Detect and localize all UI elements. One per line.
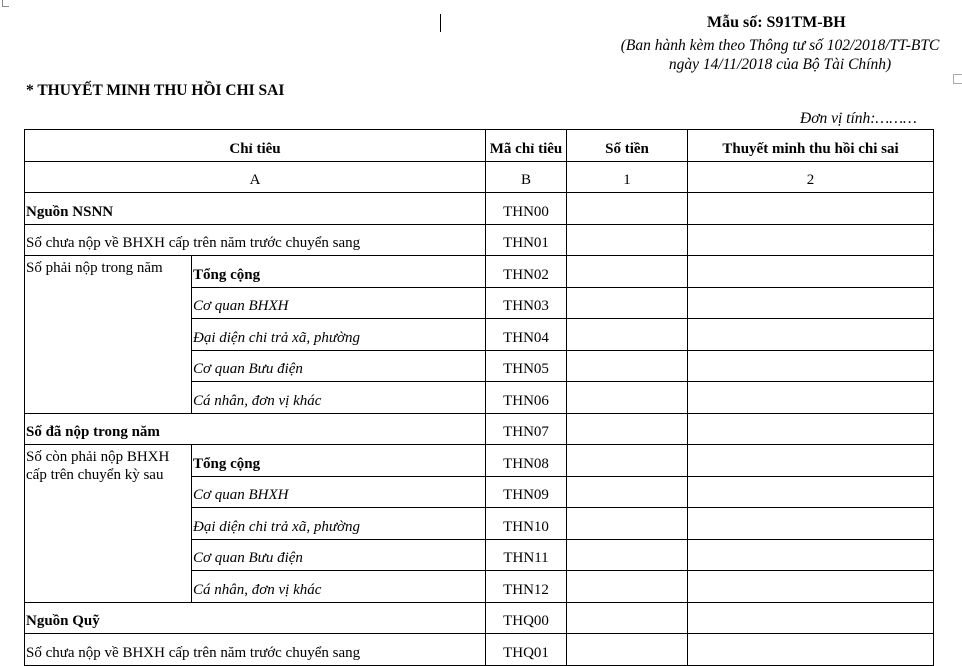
sub-item-label: Đại diện chi trả xã, phường: [192, 319, 486, 351]
header-amount: Số tiền: [567, 130, 688, 162]
explanation-cell[interactable]: [688, 602, 934, 634]
explanation-cell[interactable]: [688, 445, 934, 477]
code-cell: THN00: [486, 193, 567, 225]
indicator-label: Nguồn NSNN: [25, 193, 486, 225]
amount-cell[interactable]: [567, 602, 688, 634]
subheader-2: 2: [688, 161, 934, 193]
explanation-cell[interactable]: [688, 256, 934, 288]
sub-item-label: Tổng cộng: [192, 445, 486, 477]
unit-label: Đơn vị tính:………: [800, 110, 917, 127]
amount-cell[interactable]: [567, 224, 688, 256]
explanation-cell[interactable]: [688, 287, 934, 319]
table-row: [25, 193, 934, 225]
explanation-cell[interactable]: [688, 350, 934, 382]
sub-item-label: Đại diện chi trả xã, phường: [192, 508, 486, 540]
subheader-row: [25, 161, 934, 193]
page-corner-mark: [2, 0, 9, 7]
code-cell: THN01: [486, 224, 567, 256]
explanation-cell[interactable]: [688, 539, 934, 571]
table-row: [25, 634, 934, 666]
code-cell: THN11: [486, 539, 567, 571]
code-cell: THN06: [486, 382, 567, 414]
indicator-label: Số chưa nộp về BHXH cấp trên năm trước chuyển sang: [25, 634, 486, 666]
amount-cell[interactable]: [567, 319, 688, 351]
code-cell: THN09: [486, 476, 567, 508]
sub-item-label: Cơ quan BHXH: [192, 287, 486, 319]
recovery-table: [24, 129, 934, 666]
code-cell: THN02: [486, 256, 567, 288]
form-number: Mẫu số: S91TM-BH: [707, 14, 846, 31]
code-cell: THN08: [486, 445, 567, 477]
amount-cell[interactable]: [567, 445, 688, 477]
subheader-1: 1: [567, 161, 688, 193]
amount-cell[interactable]: [567, 256, 688, 288]
table-row: [25, 224, 934, 256]
explanation-cell[interactable]: [688, 634, 934, 666]
amount-cell[interactable]: [567, 571, 688, 603]
code-cell: THN03: [486, 287, 567, 319]
section-title: * THUYẾT MINH THU HỒI CHI SAI: [26, 82, 285, 99]
explanation-cell[interactable]: [688, 224, 934, 256]
header-explanation: Thuyết minh thu hồi chi sai: [688, 130, 934, 162]
amount-cell[interactable]: [567, 539, 688, 571]
explanation-cell[interactable]: [688, 476, 934, 508]
issued-by-note: (Ban hành kèm theo Thông tư số 102/2018/TT-BTC ngày 14/11/2018 của Bộ Tài Chính): [620, 37, 940, 73]
amount-cell[interactable]: [567, 287, 688, 319]
table-row: [25, 445, 934, 477]
explanation-cell[interactable]: [688, 508, 934, 540]
explanation-cell[interactable]: [688, 413, 934, 445]
code-cell: THN04: [486, 319, 567, 351]
code-cell: THQ00: [486, 602, 567, 634]
explanation-cell[interactable]: [688, 319, 934, 351]
sub-item-label: Cơ quan Bưu điện: [192, 539, 486, 571]
amount-cell[interactable]: [567, 508, 688, 540]
amount-cell[interactable]: [567, 350, 688, 382]
amount-cell[interactable]: [567, 476, 688, 508]
explanation-cell[interactable]: [688, 382, 934, 414]
indicator-label: Số chưa nộp về BHXH cấp trên năm trước chuyển sang: [25, 224, 486, 256]
amount-cell[interactable]: [567, 382, 688, 414]
code-cell: THN05: [486, 350, 567, 382]
margin-mark: [953, 74, 962, 84]
indicator-label: Số đã nộp trong năm: [25, 413, 486, 445]
explanation-cell[interactable]: [688, 571, 934, 603]
text-cursor: [440, 14, 441, 32]
explanation-cell[interactable]: [688, 193, 934, 225]
amount-cell[interactable]: [567, 634, 688, 666]
header-row: [25, 130, 934, 162]
indicator-label: Nguồn Quỹ: [25, 602, 486, 634]
sub-item-label: Cơ quan BHXH: [192, 476, 486, 508]
amount-cell[interactable]: [567, 193, 688, 225]
sub-item-label: Tổng cộng: [192, 256, 486, 288]
code-cell: THN12: [486, 571, 567, 603]
code-cell: THQ01: [486, 634, 567, 666]
code-cell: THN07: [486, 413, 567, 445]
subheader-b: B: [486, 161, 567, 193]
header-indicator: Chỉ tiêu: [25, 130, 486, 162]
sub-item-label: Cá nhân, đơn vị khác: [192, 382, 486, 414]
group-label: Số còn phải nộp BHXH cấp trên chuyển kỳ sau: [25, 445, 192, 603]
amount-cell[interactable]: [567, 413, 688, 445]
code-cell: THN10: [486, 508, 567, 540]
table-row: [25, 413, 934, 445]
sub-item-label: Cá nhân, đơn vị khác: [192, 571, 486, 603]
subheader-a: A: [25, 161, 486, 193]
sub-item-label: Cơ quan Bưu điện: [192, 350, 486, 382]
header-code: Mã chỉ tiêu: [486, 130, 567, 162]
group-label: Số phải nộp trong năm: [25, 256, 192, 414]
table-row: [25, 256, 934, 288]
table-row: [25, 602, 934, 634]
